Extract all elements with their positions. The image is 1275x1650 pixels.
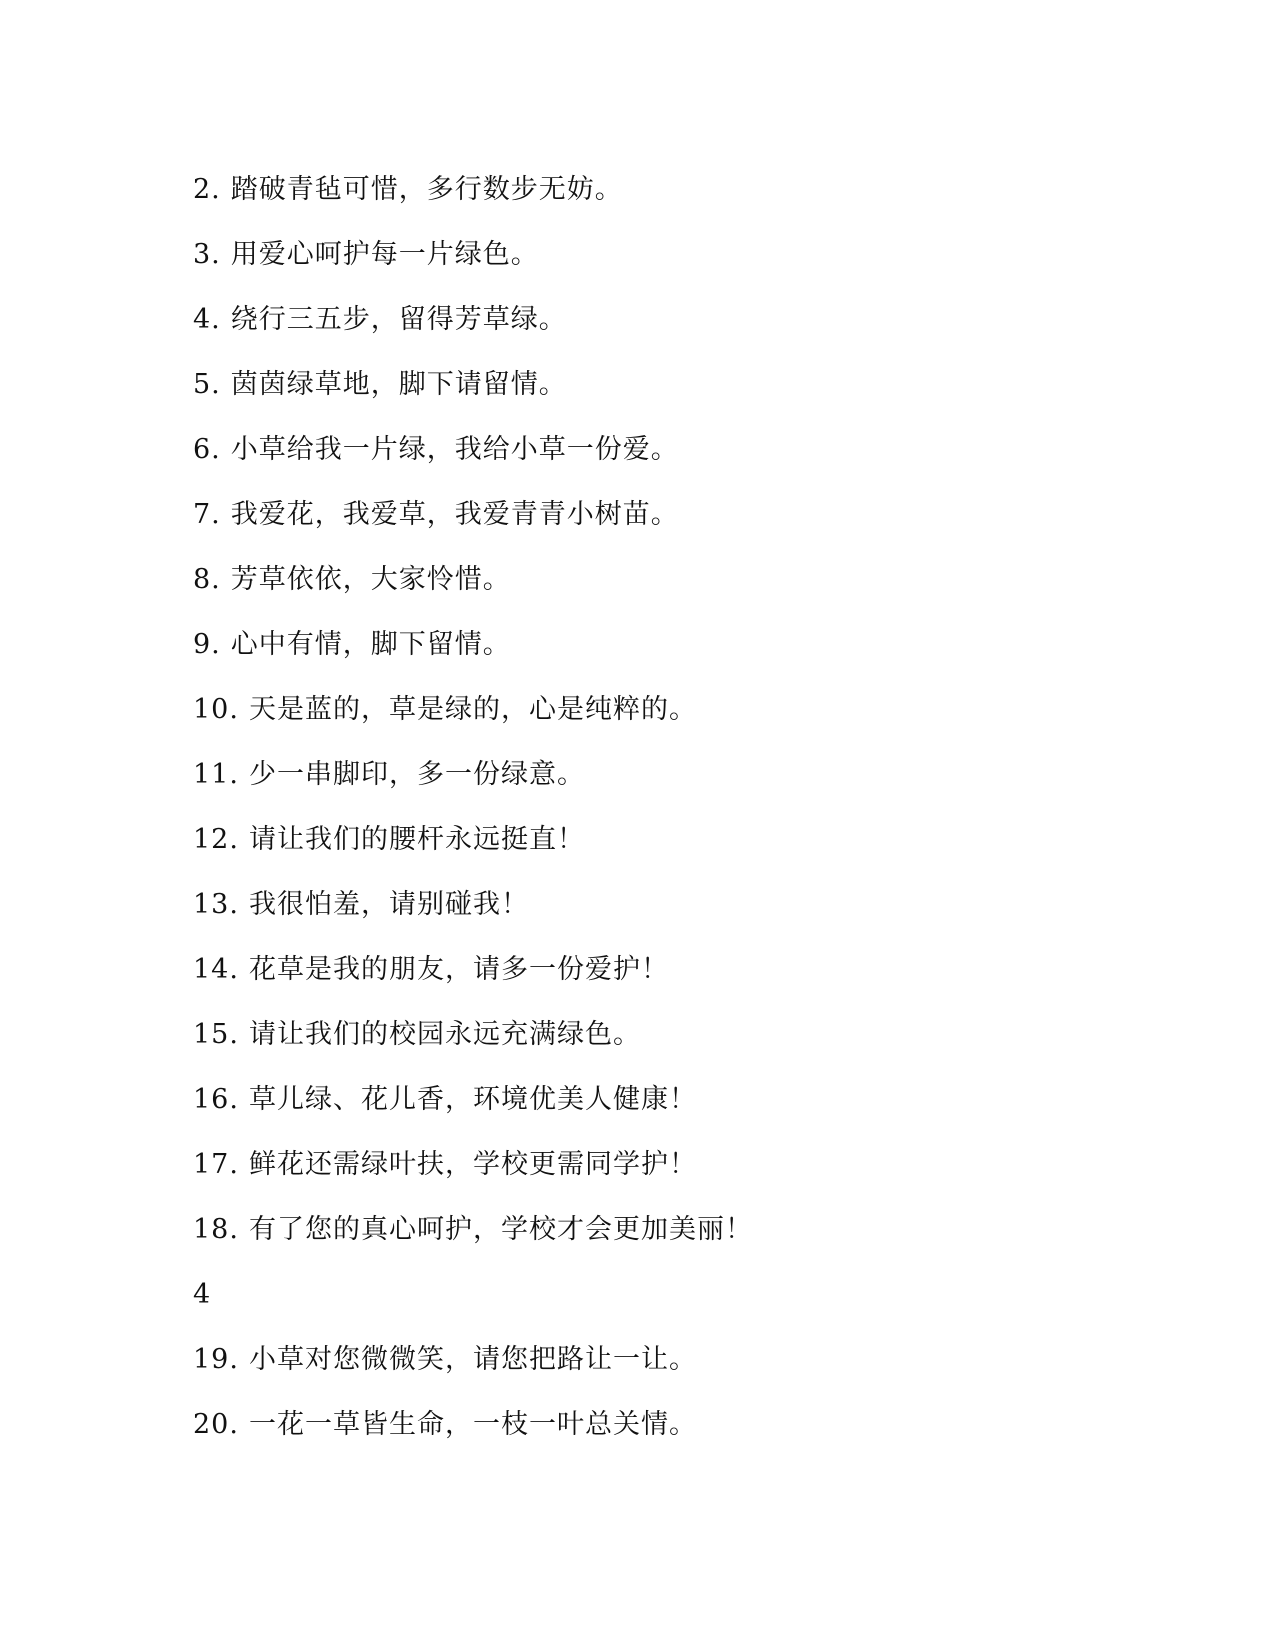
list-item xyxy=(193,558,1093,623)
item-text: 小草对您微微笑，请您把路让一让。 xyxy=(248,1344,697,1375)
list-item xyxy=(193,298,1093,363)
item-text: 用爱心呵护每一片绿色。 xyxy=(230,239,539,270)
list-item xyxy=(193,1403,1093,1468)
page-number-marker xyxy=(193,1273,1093,1338)
list-item xyxy=(193,883,1093,948)
item-text: 小草给我一片绿，我给小草一份爱。 xyxy=(230,434,679,465)
item-text: 一花一草皆生命，一枝一叶总关情。 xyxy=(248,1409,697,1440)
item-text: 少一串脚印，多一份绿意。 xyxy=(248,759,585,790)
item-number: 11. xyxy=(193,759,239,790)
list-item xyxy=(193,948,1093,1013)
item-number: 5. xyxy=(193,369,221,400)
item-number: 4. xyxy=(193,304,221,335)
list-item xyxy=(193,753,1093,818)
item-text: 心中有情，脚下留情。 xyxy=(230,629,511,660)
list-item xyxy=(193,623,1093,688)
item-number: 14. xyxy=(193,954,239,985)
list-item xyxy=(193,168,1093,233)
item-text: 草儿绿、花儿香，环境优美人健康！ xyxy=(248,1084,697,1115)
list-item xyxy=(193,1013,1093,1078)
slogan-list xyxy=(193,168,1093,1468)
list-item xyxy=(193,428,1093,493)
list-item xyxy=(193,688,1093,753)
list-item xyxy=(193,1078,1093,1143)
item-number: 12. xyxy=(193,824,239,855)
list-item xyxy=(193,493,1093,558)
item-text: 请让我们的腰杆永远挺直！ xyxy=(248,824,585,855)
item-number: 3. xyxy=(193,239,221,270)
item-text: 花草是我的朋友，请多一份爱护！ xyxy=(248,954,669,985)
item-text: 踏破青毡可惜，多行数步无妨。 xyxy=(230,174,623,205)
item-number: 9. xyxy=(193,629,221,660)
item-number: 10. xyxy=(193,694,239,725)
item-text: 我爱花，我爱草，我爱青青小树苗。 xyxy=(230,499,679,530)
item-text: 有了您的真心呵护，学校才会更加美丽！ xyxy=(248,1214,753,1245)
item-text: 天是蓝的，草是绿的，心是纯粹的。 xyxy=(248,694,697,725)
item-number: 20. xyxy=(193,1409,239,1440)
list-item xyxy=(193,233,1093,298)
item-text: 绕行三五步，留得芳草绿。 xyxy=(230,304,567,335)
item-text: 茵茵绿草地，脚下请留情。 xyxy=(230,369,567,400)
item-text: 我很怕羞，请别碰我！ xyxy=(248,889,529,920)
item-number: 13. xyxy=(193,889,239,920)
list-item xyxy=(193,818,1093,883)
item-text: 请让我们的校园永远充满绿色。 xyxy=(248,1019,641,1050)
list-item xyxy=(193,1208,1093,1273)
item-number: 8. xyxy=(193,564,221,595)
item-number: 6. xyxy=(193,434,221,465)
item-number: 17. xyxy=(193,1149,239,1180)
item-text: 鲜花还需绿叶扶，学校更需同学护！ xyxy=(248,1149,697,1180)
item-number: 19. xyxy=(193,1344,239,1375)
item-number: 16. xyxy=(193,1084,239,1115)
marker-text: 4 xyxy=(193,1279,212,1310)
item-text: 芳草依依，大家怜惜。 xyxy=(230,564,511,595)
item-number: 2. xyxy=(193,174,221,205)
item-number: 7. xyxy=(193,499,221,530)
item-number: 15. xyxy=(193,1019,239,1050)
item-number: 18. xyxy=(193,1214,239,1245)
list-item xyxy=(193,363,1093,428)
list-item xyxy=(193,1338,1093,1403)
list-item xyxy=(193,1143,1093,1208)
